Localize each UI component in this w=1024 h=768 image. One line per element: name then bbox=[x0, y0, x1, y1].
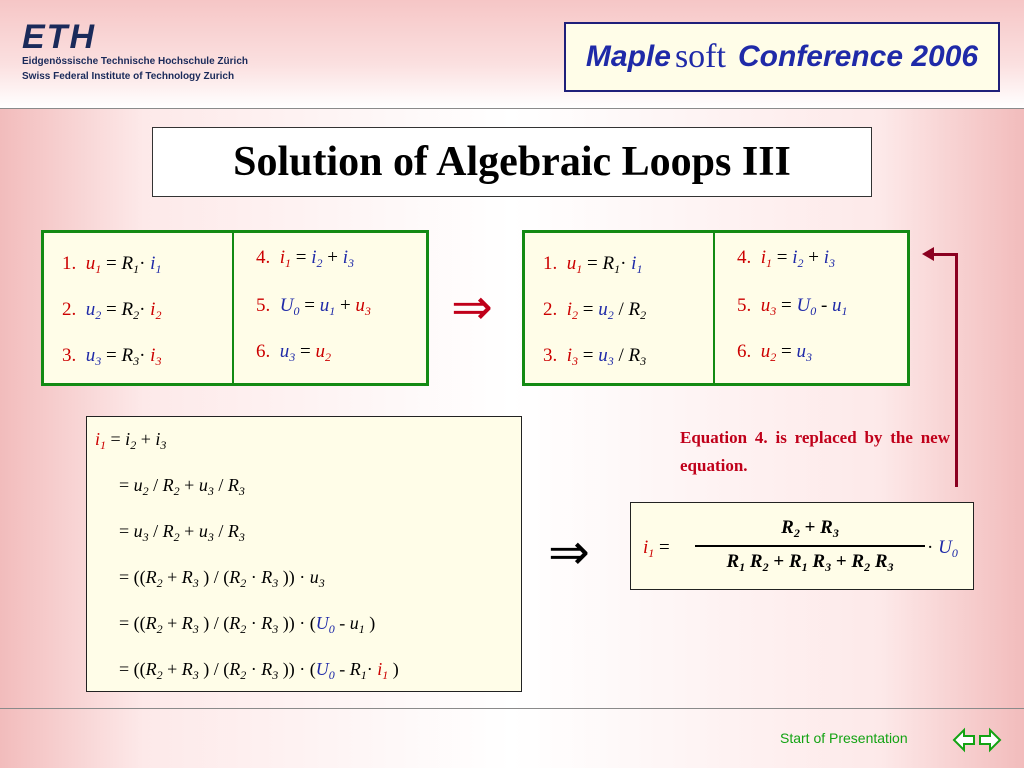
conference-word: Conference 2006 bbox=[737, 40, 979, 73]
implies-arrow-1: ⇒ bbox=[451, 279, 493, 335]
result-box bbox=[630, 502, 974, 590]
derivation-line-6: = (($R_2 + R_3$ ) / ($R_2 \cdot R_3$ )) · ($U_0 - R_1\cdot i_1$ ) bbox=[119, 659, 399, 682]
column-divider bbox=[713, 233, 715, 383]
eth-line-1: Eidgenössische Technische Hochschule Zürich bbox=[22, 56, 248, 67]
return-arrow-shaft bbox=[955, 255, 958, 487]
eth-line-2: Swiss Federal Institute of Technology Zurich bbox=[22, 71, 235, 82]
equation-3: 3. $i_3 = u_3 / R_3$ bbox=[543, 345, 647, 368]
eth-logo: ETH bbox=[22, 18, 96, 56]
derivation-line-3: = $u_3 / R_2 + u_3 / R_3$ bbox=[119, 521, 245, 544]
derivation-line-5: = (($R_2 + R_3$ ) / ($R_2 \cdot R_3$ )) · ($U_0 - u_1$ ) bbox=[119, 613, 376, 636]
equation-4: 4. $i_1 = i_2 + i_3$ bbox=[737, 247, 836, 270]
equation-6: 6. $u_2 = u_3$ bbox=[737, 341, 812, 364]
nav-arrows-icon[interactable] bbox=[952, 726, 1002, 754]
original-equations-box bbox=[41, 230, 429, 386]
rearranged-equations-box bbox=[522, 230, 910, 386]
result-fraction bbox=[695, 517, 925, 575]
fraction-denominator: $R_1$ $R_2 + R_1$ $R_3 + R_2$ $R_3$ bbox=[726, 551, 894, 574]
soft-word: soft bbox=[674, 38, 726, 75]
result-rhs: · $U_0$ bbox=[927, 537, 958, 560]
start-of-presentation-link[interactable]: Start of Presentation bbox=[780, 730, 908, 746]
derivation-box bbox=[86, 416, 522, 692]
maple-word: Maple bbox=[585, 40, 671, 73]
fraction-numerator: $R_2 + R_3$ bbox=[695, 517, 925, 547]
equation-4: 4. $i_1 = i_2 + i_3$ bbox=[256, 247, 355, 270]
return-arrow-bar bbox=[932, 253, 958, 256]
footer-divider bbox=[0, 708, 1024, 709]
equation-1: 1. $u_1 = R_1\cdot i_1$ bbox=[543, 253, 643, 276]
return-arrow-head bbox=[922, 247, 934, 261]
slide-title: Solution of Algebraic Loops III bbox=[152, 127, 872, 197]
equation-6: 6. $u_3 = u_2$ bbox=[256, 341, 331, 364]
derivation-line-2: = $u_2 / R_2 + u_3 / R_3$ bbox=[119, 475, 245, 498]
implies-arrow-2: ⇒ bbox=[548, 524, 590, 580]
equation-2: 2. $i_2 = u_2 / R_2$ bbox=[543, 299, 647, 322]
header-divider bbox=[0, 108, 1024, 109]
result-lhs: $i_1$ = bbox=[643, 537, 670, 560]
derivation-line-4: = (($R_2 + R_3$ ) / ($R_2 \cdot R_3$ )) · $u_3$ bbox=[119, 567, 325, 590]
conference-banner bbox=[564, 22, 1000, 92]
equation-2: 2. $u_2 = R_2\cdot i_2$ bbox=[62, 299, 162, 322]
equation-5: 5. $U_0 = u_1 + u_3$ bbox=[256, 295, 371, 318]
column-divider bbox=[232, 233, 234, 383]
derivation-line-1: $i_1 = i_2 + i_3$ bbox=[95, 429, 167, 452]
equation-3: 3. $u_3 = R_3\cdot i_3$ bbox=[62, 345, 162, 368]
equation-5: 5. $u_3 = U_0 - u_1$ bbox=[737, 295, 848, 318]
replacement-note: Equation 4. is replaced by the new equation. bbox=[680, 428, 950, 475]
equation-1: 1. $u_1 = R_1\cdot i_1$ bbox=[62, 253, 162, 276]
